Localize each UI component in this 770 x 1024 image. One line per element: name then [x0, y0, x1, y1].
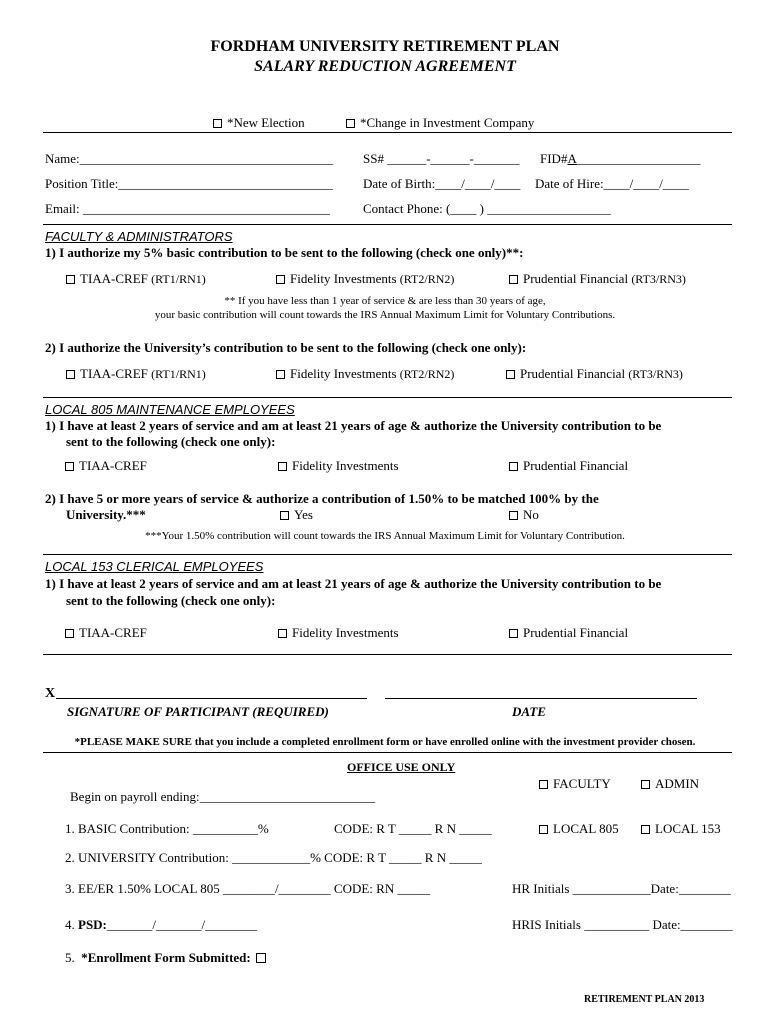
date-of-hire-field[interactable]: Date of Hire:____/____/____ — [535, 176, 689, 191]
checkbox[interactable] — [278, 629, 287, 638]
psd-field[interactable] — [65, 918, 257, 931]
checkbox[interactable] — [65, 629, 74, 638]
footer-plan-label: RETIREMENT PLAN 2013 — [584, 994, 705, 1005]
divider — [43, 554, 732, 555]
enrollment-label: *Enrollment Form Submitted: — [81, 950, 251, 965]
option-label: TIAA-CREF — [79, 458, 147, 473]
page-subtitle: SALARY REDUCTION AGREEMENT — [254, 58, 516, 75]
enrollment-form-submitted — [65, 951, 251, 964]
checkbox[interactable] — [641, 780, 650, 789]
local805-fidelity-option[interactable] — [278, 459, 399, 472]
faculty-q1-fidelity-option[interactable] — [276, 272, 454, 285]
faculty-q2-tiaa-option[interactable] — [66, 367, 206, 380]
page-title: FORDHAM UNIVERSITY RETIREMENT PLAN — [210, 38, 560, 55]
hris-initials-field[interactable]: HRIS Initials __________ Date:________ — [512, 917, 733, 932]
payroll-ending-field[interactable]: Begin on payroll ending:___________________________ — [70, 789, 376, 804]
checkbox[interactable] — [276, 275, 285, 284]
option-label: Prudential Financial — [523, 458, 629, 473]
local153-question-1-line-2: sent to the following (check one only): — [66, 593, 276, 608]
office-local805-option[interactable] — [539, 822, 619, 835]
faculty-note-line-2: your basic contribution will count towards the IRS Annual Maximum Limit for Voluntary Contributions. — [154, 309, 616, 321]
checkbox[interactable] — [539, 780, 548, 789]
enrollment-submitted-option[interactable] — [256, 951, 271, 964]
item-number: 5. — [65, 950, 75, 965]
faculty-q1-prudential-option[interactable] — [509, 272, 686, 285]
checkbox[interactable] — [539, 825, 548, 834]
faculty-question-2: 2) I authorize the University’s contribution to be sent to the following (check one only): — [45, 340, 527, 355]
local805-question-1-line-2: sent to the following (check one only): — [66, 434, 276, 449]
local805-section-heading: LOCAL 805 MAINTENANCE EMPLOYEES — [45, 402, 295, 417]
checkbox[interactable] — [65, 462, 74, 471]
local805-question-2-line-1: 2) I have 5 or more years of service & authorize a contribution of 1.50% to be matched 100% by the — [45, 491, 599, 506]
option-label: Fidelity Investments — [290, 366, 397, 381]
divider — [43, 224, 732, 225]
option-label: LOCAL 153 — [655, 821, 721, 836]
option-code: (RT2/RN2) — [399, 367, 455, 381]
divider — [43, 132, 732, 133]
position-title-field[interactable]: Position Title:_________________________________ — [45, 176, 333, 191]
new-election-option[interactable] — [213, 116, 305, 129]
local153-tiaa-option[interactable] — [65, 626, 147, 639]
checkbox[interactable] — [641, 825, 650, 834]
email-field[interactable]: Email: ______________________________________ — [45, 201, 330, 216]
fid-label: FID# — [540, 151, 568, 166]
eeer-local805-field[interactable]: 3. EE/ER 1.50% LOCAL 805 ________/________ CODE: RN _____ — [65, 881, 430, 896]
date-of-birth-field[interactable]: Date of Birth:____/____/____ — [363, 176, 521, 191]
date-line[interactable] — [385, 698, 697, 699]
local805-question-2-line-2: University.*** — [66, 507, 146, 522]
option-label: Prudential Financial — [520, 366, 626, 381]
option-code: (RT3/RN3) — [631, 272, 686, 286]
checkbox[interactable] — [276, 370, 285, 379]
option-label: Fidelity Investments — [290, 271, 397, 286]
divider — [43, 654, 732, 655]
contact-phone-field[interactable]: Contact Phone: (____ ) ___________________ — [363, 201, 611, 216]
fid-field[interactable] — [540, 152, 700, 165]
option-code: (RT3/RN3) — [628, 367, 683, 381]
divider — [43, 397, 732, 398]
office-local153-option[interactable] — [641, 822, 721, 835]
faculty-question-1: 1) I authorize my 5% basic contribution to be sent to the following (check one only)**: — [45, 245, 524, 260]
option-label: Fidelity Investments — [292, 458, 399, 473]
local805-question-1-line-1: 1) I have at least 2 years of service and am at least 21 years of age & authorize the University contribution to be — [45, 418, 662, 433]
option-code: (RT1/RN1) — [151, 367, 206, 381]
hr-initials-field[interactable]: HR Initials ____________Date:________ — [512, 881, 731, 896]
psd-line: _______/_______/________ — [106, 917, 258, 932]
divider — [43, 752, 732, 753]
psd-label: PSD: — [78, 917, 107, 932]
local153-question-1-line-1: 1) I have at least 2 years of service and am at least 21 years of age & authorize the University contribution to be — [45, 576, 662, 591]
checkbox[interactable] — [66, 370, 75, 379]
option-label: Yes — [294, 507, 313, 522]
new-election-label: *New Election — [227, 115, 305, 130]
signature-x-mark: X — [45, 686, 56, 701]
local153-section-heading: LOCAL 153 CLERICAL EMPLOYEES — [45, 559, 264, 574]
item-number: 4. — [65, 917, 75, 932]
option-label: Fidelity Investments — [292, 625, 399, 640]
signature-line[interactable] — [56, 698, 367, 699]
office-admin-option[interactable] — [641, 777, 699, 790]
option-label: TIAA-CREF — [80, 271, 148, 286]
local805-prudential-option[interactable] — [509, 459, 628, 472]
checkbox[interactable] — [66, 275, 75, 284]
checkbox[interactable] — [506, 370, 515, 379]
change-investment-checkbox[interactable] — [346, 119, 355, 128]
faculty-q2-fidelity-option[interactable] — [276, 367, 454, 380]
faculty-note-line-1: ** If you have less than 1 year of service & are less than 30 years of age, — [224, 295, 546, 307]
change-investment-option[interactable] — [346, 116, 534, 129]
local805-yes-option[interactable] — [280, 508, 313, 521]
checkbox[interactable] — [256, 953, 266, 963]
faculty-q2-prudential-option[interactable] — [506, 367, 683, 380]
option-label: No — [523, 507, 539, 522]
faculty-q1-tiaa-option[interactable] — [66, 272, 206, 285]
basic-contribution-field[interactable]: 1. BASIC Contribution: __________% — [65, 821, 269, 836]
option-label: ADMIN — [655, 776, 700, 791]
local153-fidelity-option[interactable] — [278, 626, 399, 639]
signature-label: SIGNATURE OF PARTICIPANT (REQUIRED) — [67, 704, 329, 719]
checkbox[interactable] — [278, 462, 287, 471]
change-investment-label: *Change in Investment Company — [360, 115, 535, 130]
date-label: DATE — [512, 704, 546, 719]
option-label: FACULTY — [553, 776, 611, 791]
local805-note: ***Your 1.50% contribution will count towards the IRS Annual Maximum Limit for Voluntary Contribution. — [145, 530, 625, 542]
fid-value: A — [567, 151, 577, 166]
checkbox[interactable] — [280, 511, 289, 520]
name-field[interactable]: Name:_______________________________________ — [45, 151, 334, 166]
checkbox[interactable] — [509, 462, 518, 471]
faculty-section-heading: FACULTY & ADMINISTRATORS — [45, 229, 233, 244]
checkbox[interactable] — [509, 275, 518, 284]
option-code: (RT2/RN2) — [399, 272, 455, 286]
checkbox[interactable] — [509, 629, 518, 638]
ss-field[interactable]: SS# ______-______-_______ — [363, 151, 520, 166]
option-label: Prudential Financial — [523, 271, 629, 286]
option-label: Prudential Financial — [523, 625, 629, 640]
local805-tiaa-option[interactable] — [65, 459, 147, 472]
office-faculty-option[interactable] — [539, 777, 611, 790]
local805-no-option[interactable] — [509, 508, 539, 521]
basic-code-field[interactable]: CODE: R T _____ R N _____ — [334, 821, 492, 836]
option-label: TIAA-CREF — [80, 366, 148, 381]
enrollment-notice: *PLEASE MAKE SURE that you include a completed enrollment form or have enrolled online with the investment provider chosen. — [74, 736, 696, 748]
office-use-heading: OFFICE USE ONLY — [347, 760, 456, 774]
new-election-checkbox[interactable] — [213, 119, 222, 128]
option-label: LOCAL 805 — [553, 821, 619, 836]
university-contribution-field[interactable]: 2. UNIVERSITY Contribution: ____________% CODE: R T _____ R N _____ — [65, 850, 482, 865]
local153-prudential-option[interactable] — [509, 626, 628, 639]
option-code: (RT1/RN1) — [151, 272, 206, 286]
fid-line: ___________________ — [576, 151, 701, 166]
checkbox[interactable] — [509, 511, 518, 520]
option-label: TIAA-CREF — [79, 625, 147, 640]
